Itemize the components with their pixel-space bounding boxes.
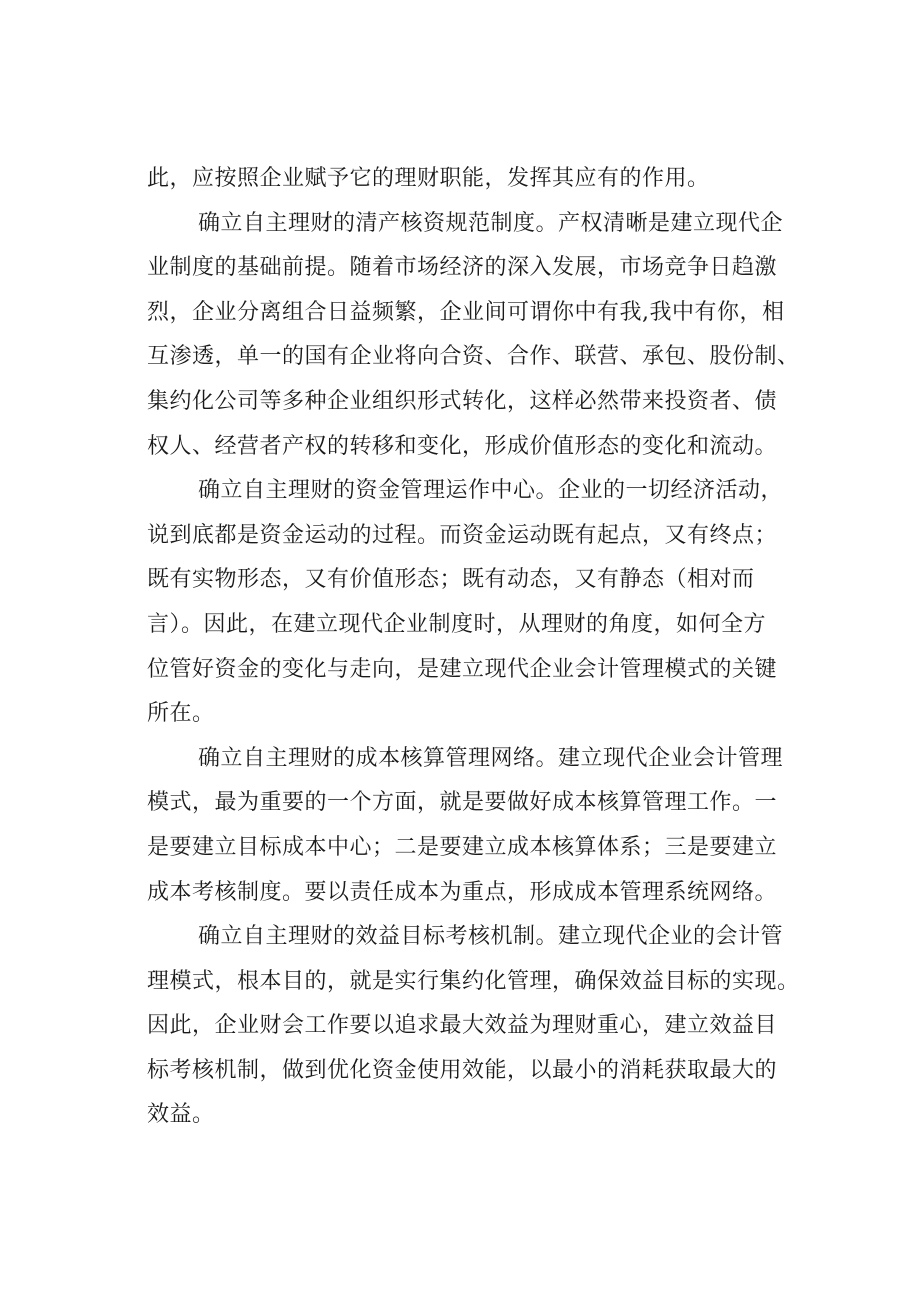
paragraph-start-line: 确立自主理财的清产核资规范制度。产权清晰是建立现代企	[198, 210, 784, 236]
paragraph-start-line: 确立自主理财的资金管理运作中心。企业的一切经济活动，	[198, 478, 784, 504]
text-line: 成本考核制度。要以责任成本为重点，形成成本管理系统网络。	[147, 879, 778, 905]
paragraph-start-line: 确立自主理财的效益目标考核机制。建立现代企业的会计管	[198, 924, 784, 950]
text-line: 因此，企业财会工作要以追求最大效益为理财重心，建立效益目	[147, 1013, 778, 1039]
document-body	[147, 157, 807, 1138]
text-line: 位管好资金的变化与走向，是建立现代企业会计管理模式的关键	[147, 656, 778, 682]
text-line: 烈，企业分离组合日益频繁，企业间可谓你中有我,我中有你，相	[147, 299, 785, 325]
text-line: 标考核机制，做到优化资金使用效能，以最小的消耗获取最大的	[147, 1057, 778, 1083]
text-line: 是要建立目标成本中心；二是要建立成本核算体系；三是要建立	[147, 834, 778, 860]
text-line: 说到底都是资金运动的过程。而资金运动既有起点，又有终点；	[147, 522, 778, 548]
text-line: 理模式，根本目的，就是实行集约化管理，确保效益目标的实现。	[147, 968, 800, 994]
text-line: 权人、经营者产权的转移和变化，形成价值形态的变化和流动。	[147, 433, 778, 459]
text-line: 模式，最为重要的一个方面，就是要做好成本核算管理工作。一	[147, 790, 778, 816]
text-line: 业制度的基础前提。随着市场经济的深入发展，市场竞争日趋激	[147, 255, 778, 281]
paragraph-start-line: 确立自主理财的成本核算管理网络。建立现代企业会计管理	[198, 745, 784, 771]
text-line: 既有实物形态，又有价值形态；既有动态，又有静态（相对而	[147, 567, 755, 593]
text-line: 言）。因此，在建立现代企业制度时，从理财的角度，如何全方	[147, 611, 767, 637]
text-line: 效益。	[147, 1102, 215, 1128]
text-line: 集约化公司等多种企业组织形式转化，这样必然带来投资者、债	[147, 388, 778, 414]
text-line: 所在。	[147, 701, 215, 727]
text-line: 此，应按照企业赋予它的理财职能，发挥其应有的作用。	[147, 166, 710, 191]
text-line: 互渗透，单一的国有企业将向合资、合作、联营、承包、股份制、	[147, 344, 800, 370]
